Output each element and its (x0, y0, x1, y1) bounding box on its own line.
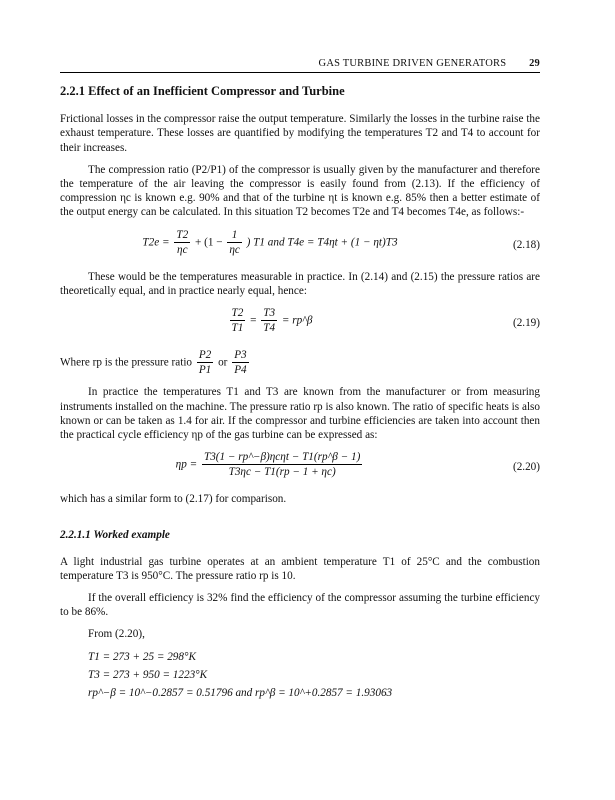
eq18-fraction-2 (227, 228, 242, 257)
eq18-frac2-num: 1 (227, 228, 242, 243)
ratio-fraction-2 (232, 348, 248, 377)
calc-line-t1: T1 = 273 + 25 = 298°K (88, 650, 196, 663)
worked-example-from: From (2.20), (88, 628, 145, 641)
eq20-numerator: T3(1 − rp^−β)ηcηt − T1(rp^β − 1) (202, 450, 362, 465)
section-title: 2.2.1 Effect of an Inefficient Compressor and Turbine (60, 84, 345, 98)
eq20-denominator: T3ηc − T1(rp − 1 + ηc) (228, 466, 336, 479)
paragraph-measurable: These would be the temperatures measurable in practice. In (2.14) and (2.15) the pressure ratios are theoretically equal, and in practice nearly equal, hence: (60, 270, 540, 297)
eq20-label: (2.20) (512, 461, 540, 474)
ratio-or: or (218, 356, 228, 369)
equation-2-19: $\frac{T2}{T1}$ = $\frac{T3}{T4}$ = rp^β (2.19) (231, 307, 540, 335)
ratio-frac1-den: P1 (198, 364, 212, 377)
eq18-fraction-1 (174, 228, 190, 257)
eq18-mid: + (1 − (194, 235, 226, 248)
worked-example-problem: A light industrial gas turbine operates at an ambient temperature T1 of 25°C and the combustion temperature T3 is 950°C. The pressure ratio rp is 10. (60, 555, 540, 582)
paragraph-frictional-losses: Frictional losses in the compressor raise the output temperature. Similarly the losses in the turbine raise the exhaust temperature. These losses are quantified by modifying the temperatures T2 and T4 to account for their increases. (60, 113, 540, 154)
eq18-frac1-den: ηc (177, 243, 188, 256)
running-header (60, 58, 540, 69)
eq19-fraction-1 (230, 306, 246, 335)
eq18-frac2-den: ηc (229, 243, 240, 256)
header-rule (60, 72, 540, 73)
worked-example-calculations (88, 650, 540, 701)
eq18-label: (2.18) (512, 238, 540, 251)
ratio-fraction-1 (197, 348, 213, 377)
equation-2-18 (60, 228, 540, 260)
calc-line-rp: rp^−β = 10^−0.2857 = 0.51796 and rp^β = 10^+0.2857 = 1.93063 (88, 687, 393, 700)
page-body (60, 84, 540, 704)
eq18-frac1-num: T2 (174, 228, 190, 243)
worked-example-question: If the overall efficiency is 32% find the efficiency of the compressor assuming the turbine efficiency to be 86%. (60, 592, 540, 619)
eq19-label: (2.19) (512, 317, 540, 330)
paragraph-compression-ratio: The compression ratio (P2/P1) of the compressor is usually given by the manufacturer and therefore the temperature of the air leaving the compressor is easily found from (2.13). If the efficiency of compression ηc is known e.g. 90% and that of the turbine ηt is known e.g. 85% then a better estimate of the output energy can be calculated. In this situation T2 becomes T2e and T4 becomes T4e, as follows:- (60, 163, 540, 219)
paragraph-comparison: which has a similar form to (2.17) for comparison. (60, 493, 287, 506)
eq19-tail: = rp^β (281, 314, 313, 327)
eq18-tail: ) T1 and T4e = T4ηt + (1 − ηt)T3 (246, 235, 398, 248)
eq20-lhs: ηp = (175, 458, 200, 471)
paragraph-pressure-ratio-def (60, 348, 540, 377)
page-number: 29 (529, 58, 540, 69)
worked-example-title: 2.2.1.1 Worked example (60, 529, 170, 542)
ratio-frac2-den: P4 (234, 364, 247, 377)
eq19-frac1-num: T2 (230, 306, 246, 321)
eq19-frac2-num: T3 (261, 306, 277, 321)
equation-2-20 (60, 450, 540, 482)
pressure-ratio-text: Where rp is the pressure ratio (60, 356, 193, 369)
eq19-frac1-den: T1 (231, 322, 244, 335)
eq19-frac2-den: T4 (263, 322, 276, 335)
eq18-lhs: T2e = (142, 235, 173, 248)
running-title: GAS TURBINE DRIVEN GENERATORS (318, 58, 507, 69)
calc-line-t3: T3 = 273 + 950 = 1223°K (88, 668, 208, 681)
paragraph-practical-efficiency: In practice the temperatures T1 and T3 are known from the manufacturer or from measuring instruments installed on the machine. The pressure ratio rp is also known. The ratio of specific heats is also known or can be taken as 1.4 for air. If the compressor and turbine efficiencies are taken into account then the practical cycle efficiency ηp of the gas turbine can be expressed as: (60, 386, 540, 442)
eq20-fraction (202, 450, 362, 479)
eq19-fraction-2 (261, 306, 277, 335)
ratio-frac2-num: P3 (232, 348, 248, 363)
ratio-frac1-num: P2 (197, 348, 213, 363)
